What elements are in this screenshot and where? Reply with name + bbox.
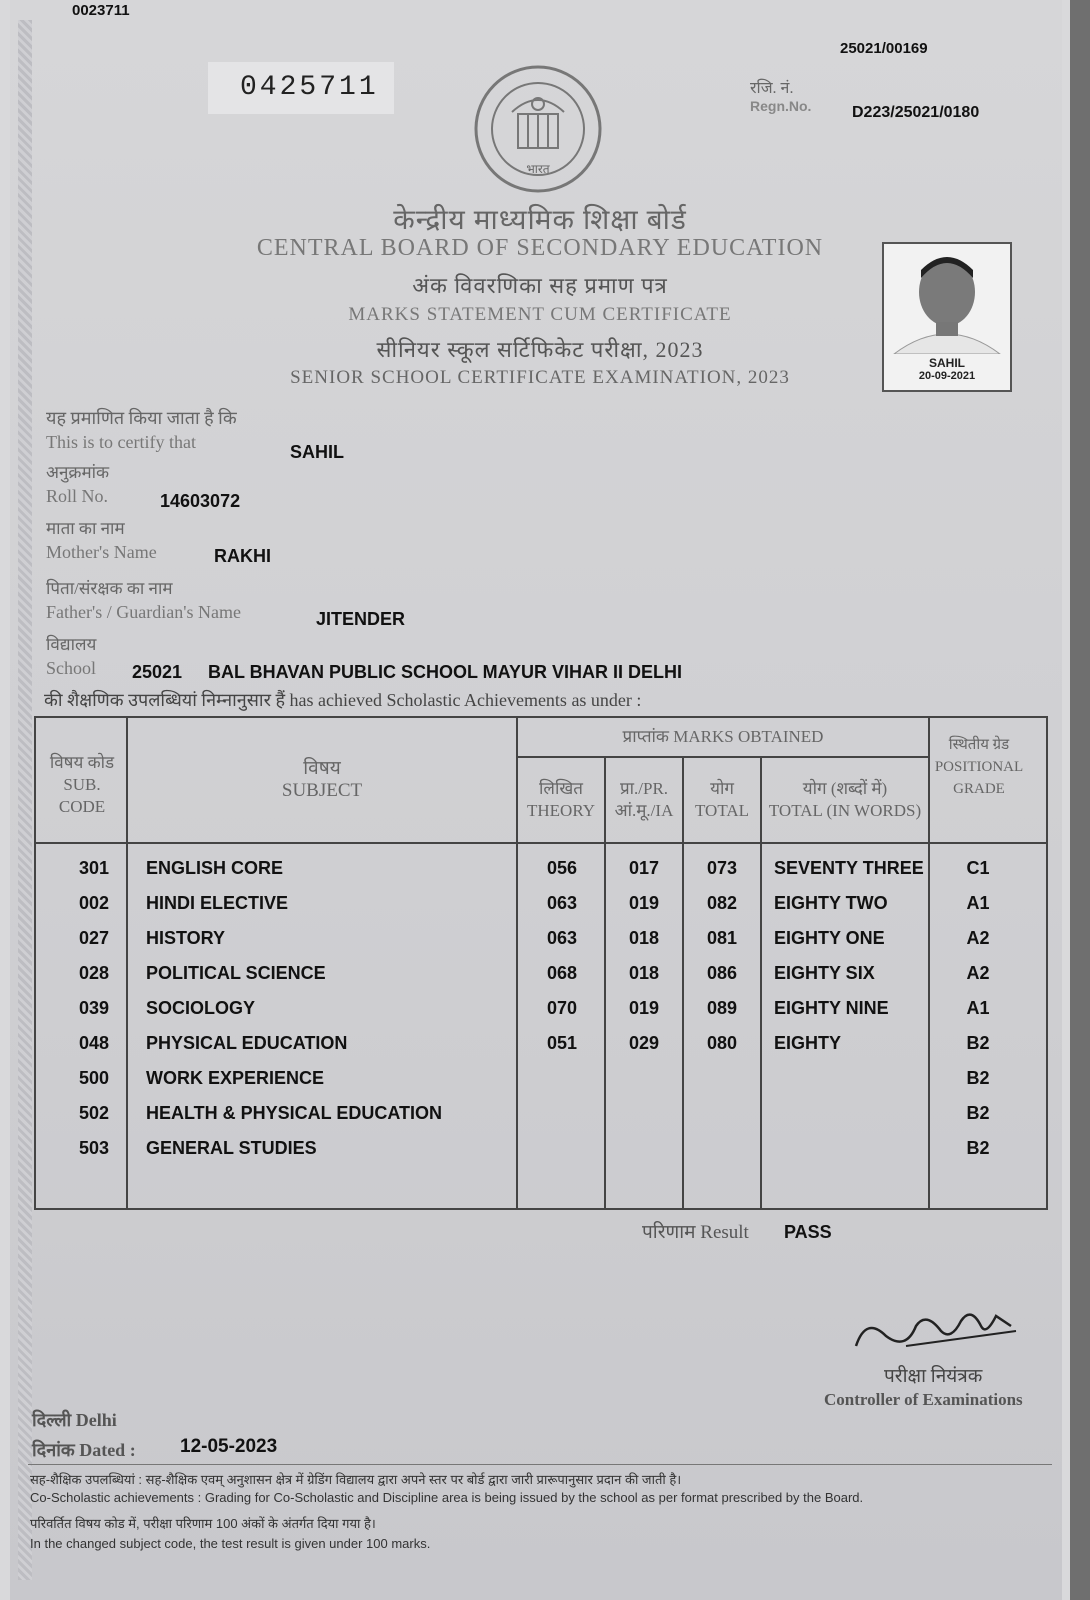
top-serial: 0023711 [72,2,130,19]
cell-sub-code: 048 [78,1033,110,1053]
cell-grade: A2 [966,928,990,948]
header-total-words [762,778,928,822]
cell-subject: GENERAL STUDIES [146,1138,317,1158]
cell-sub-code: 028 [78,963,110,983]
header-code-line1: SUB. [63,775,101,794]
header-grade-line1: POSITIONAL [934,759,1024,775]
regn-number: D223/25021/0180 [852,104,980,121]
issue-date: 12-05-2023 [180,1436,278,1457]
cell-practical: 017 [628,858,660,878]
header-code-line2: CODE [58,797,106,816]
photo-name: SAHIL [929,356,965,370]
header-grade [930,734,1028,800]
footnote-hindi-2: परिवर्तित विषय कोड में, परीक्षा परिणाम 100 अंकों के अंतर्गत दिया गया है। [30,1516,376,1531]
cell-grade: A1 [966,998,990,1018]
cell-total: 081 [706,928,738,948]
controller-title: Controller of Examinations [824,1390,1023,1409]
header-total [684,778,760,822]
certify-label: This is to certify that [46,432,196,452]
box-number: 0425711 [240,72,379,103]
cell-theory: 063 [546,893,578,913]
cell-total-words: EIGHTY NINE [774,998,889,1018]
col-divider-total [760,756,762,1208]
cbse-emblem [472,64,604,194]
cell-total-words: SEVENTY THREE [774,858,924,878]
top-right-code: 25021/00169 [840,40,928,57]
document-title-hindi: अंक विवरणिका सह प्रमाण पत्र [412,273,668,298]
school-code: 25021 [132,662,183,682]
header-grade-line2: GRADE [953,781,1005,797]
cell-sub-code: 002 [78,893,110,913]
mother-name: RAKHI [214,546,271,566]
regn-label: Regn.No. [750,98,812,114]
header-divider [34,842,1046,844]
header-total-label: TOTAL [694,801,750,820]
header-practical-line2: आं.मू./IA [614,801,674,820]
cell-grade: C1 [966,858,990,878]
result-value: PASS [784,1222,832,1242]
cell-total-words: EIGHTY TWO [774,893,888,913]
place-english: Delhi [75,1410,117,1430]
cell-grade: A1 [966,893,990,913]
certify-label-hindi: यह प्रमाणित किया जाता है कि [46,408,237,428]
header-theory-label: THEORY [527,801,595,820]
place-hindi: दिल्ली [32,1410,72,1430]
cell-subject: POLITICAL SCIENCE [146,963,326,983]
header-total-hindi: योग [710,779,734,798]
cell-practical: 019 [628,998,660,1018]
header-total-words-hindi: योग (शब्दों में) [802,779,888,798]
cell-grade: B2 [966,1068,990,1088]
header-code-hindi: विषय कोड [49,753,115,772]
father-name: JITENDER [316,609,406,629]
controller-title-hindi: परीक्षा नियंत्रक [884,1366,983,1387]
roll-label-hindi: अनुक्रमांक [46,463,110,482]
emblem-text: भारत [526,162,550,176]
board-title: CENTRAL BOARD OF SECONDARY EDUCATION [256,235,824,261]
header-practical-line1: प्रा./PR. [619,779,669,798]
header-subject-label: SUBJECT [281,780,363,801]
cell-sub-code: 503 [78,1138,110,1158]
cell-practical: 019 [628,893,660,913]
result-label [642,1218,749,1244]
footnote-english-1: Co-Scholastic achievements : Grading for Co-Scholastic and Discipline area is being issued by the school as per format prescribed by the Board. [30,1490,864,1505]
board-title-hindi: केन्द्रीय माध्यमिक शिक्षा बोर्ड [393,205,687,236]
cell-total: 086 [706,963,738,983]
cell-total: 082 [706,893,738,913]
dated-english: Dated : [79,1440,136,1460]
cell-theory: 070 [546,998,578,1018]
mother-label-hindi: माता का नाम [46,519,125,538]
exam-title-hindi: सीनियर स्कूल सर्टिफिकेट परीक्षा, 2023 [376,337,704,362]
marks-header-divider [516,756,928,758]
cell-sub-code: 039 [78,998,110,1018]
result-label-english: Result [700,1222,749,1243]
student-name: SAHIL [290,442,344,462]
cell-grade: B2 [966,1138,990,1158]
person-photo-icon [884,244,1010,354]
cell-sub-code: 502 [78,1103,110,1123]
cell-total-words: EIGHTY SIX [774,963,875,983]
controller-signature [846,1296,1026,1366]
cell-practical: 018 [628,963,660,983]
cell-practical: 029 [628,1033,660,1053]
cell-sub-code: 301 [78,858,110,878]
cell-total: 080 [706,1033,738,1053]
result-label-hindi: परिणाम [642,1222,696,1243]
cell-total-words: EIGHTY ONE [774,928,885,948]
header-code [38,752,126,818]
header-subject-hindi: विषय [303,758,341,779]
cell-subject: HINDI ELECTIVE [146,893,289,913]
achieved-hindi: की शैक्षणिक उपलब्धियां निम्नानुसार हैं [44,690,286,710]
document-title: MARKS STATEMENT CUM CERTIFICATE [348,304,732,325]
cell-practical: 018 [628,928,660,948]
cell-total: 089 [706,998,738,1018]
footnote-hindi-1: सह-शैक्षिक उपलब्धियां : सह-शैक्षिक एवम् अनुशासन क्षेत्र में ग्रेडिंग विद्यालय द्वारा अपने स्तर पर बोर्ड द्वारा जारी प्रारूपानुसार प्रदान की जाती है। [30,1472,682,1487]
cell-theory: 068 [546,963,578,983]
place [32,1408,117,1432]
dated-hindi: दिनांक [32,1440,75,1460]
achieved-label: has achieved Scholastic Achievements as under : [289,690,642,710]
cell-subject: HEALTH & PHYSICAL EDUCATION [146,1103,443,1123]
dated-label [32,1438,136,1462]
header-theory [518,778,604,822]
header-subject [130,758,514,802]
cell-subject: HISTORY [146,928,226,948]
cell-subject: ENGLISH CORE [146,858,284,878]
achieved-line [44,688,641,712]
school-name: BAL BHAVAN PUBLIC SCHOOL MAYUR VIHAR II DELHI [208,662,683,682]
father-label-hindi: पिता/संरक्षक का नाम [46,579,173,598]
regn-label-hindi: रजि. नं. [750,80,794,97]
paper-border-pattern [18,20,32,1580]
number-box [208,62,394,114]
cell-theory: 056 [546,858,578,878]
header-total-words-label: TOTAL (IN WORDS) [768,801,922,820]
school-label-hindi: विद्यालय [46,635,97,654]
father-label: Father's / Guardian's Name [46,602,241,622]
cell-sub-code: 500 [78,1068,110,1088]
cell-subject: PHYSICAL EDUCATION [146,1033,348,1053]
header-grade-hindi: स्थितीय ग्रेड [948,737,1010,753]
student-photo [882,242,1012,392]
footer-rule [28,1464,1052,1465]
cell-total: 073 [706,858,738,878]
cell-subject: WORK EXPERIENCE [146,1068,325,1088]
header-theory-hindi: लिखित [539,779,583,798]
col-divider-code [126,716,128,1208]
header-marks-obtained: प्राप्तांक MARKS OBTAINED [622,727,824,746]
signature-icon [846,1296,1026,1366]
mother-label: Mother's Name [46,542,157,562]
cell-grade: A2 [966,963,990,983]
exam-title: SENIOR SCHOOL CERTIFICATE EXAMINATION, 2023 [290,367,790,388]
photo-date: 20-09-2021 [918,370,976,382]
cell-theory: 051 [546,1033,578,1053]
roll-label: Roll No. [46,486,109,506]
cell-sub-code: 027 [78,928,110,948]
footnote-english-2: In the changed subject code, the test result is given under 100 marks. [30,1536,431,1551]
school-label: School [46,658,97,678]
roll-number: 14603072 [160,491,241,511]
cell-theory: 063 [546,928,578,948]
cell-total-words: EIGHTY [774,1033,842,1053]
cell-grade: B2 [966,1033,990,1053]
header-practical [606,778,682,822]
cell-subject: SOCIOLOGY [146,998,256,1018]
cell-grade: B2 [966,1103,990,1123]
